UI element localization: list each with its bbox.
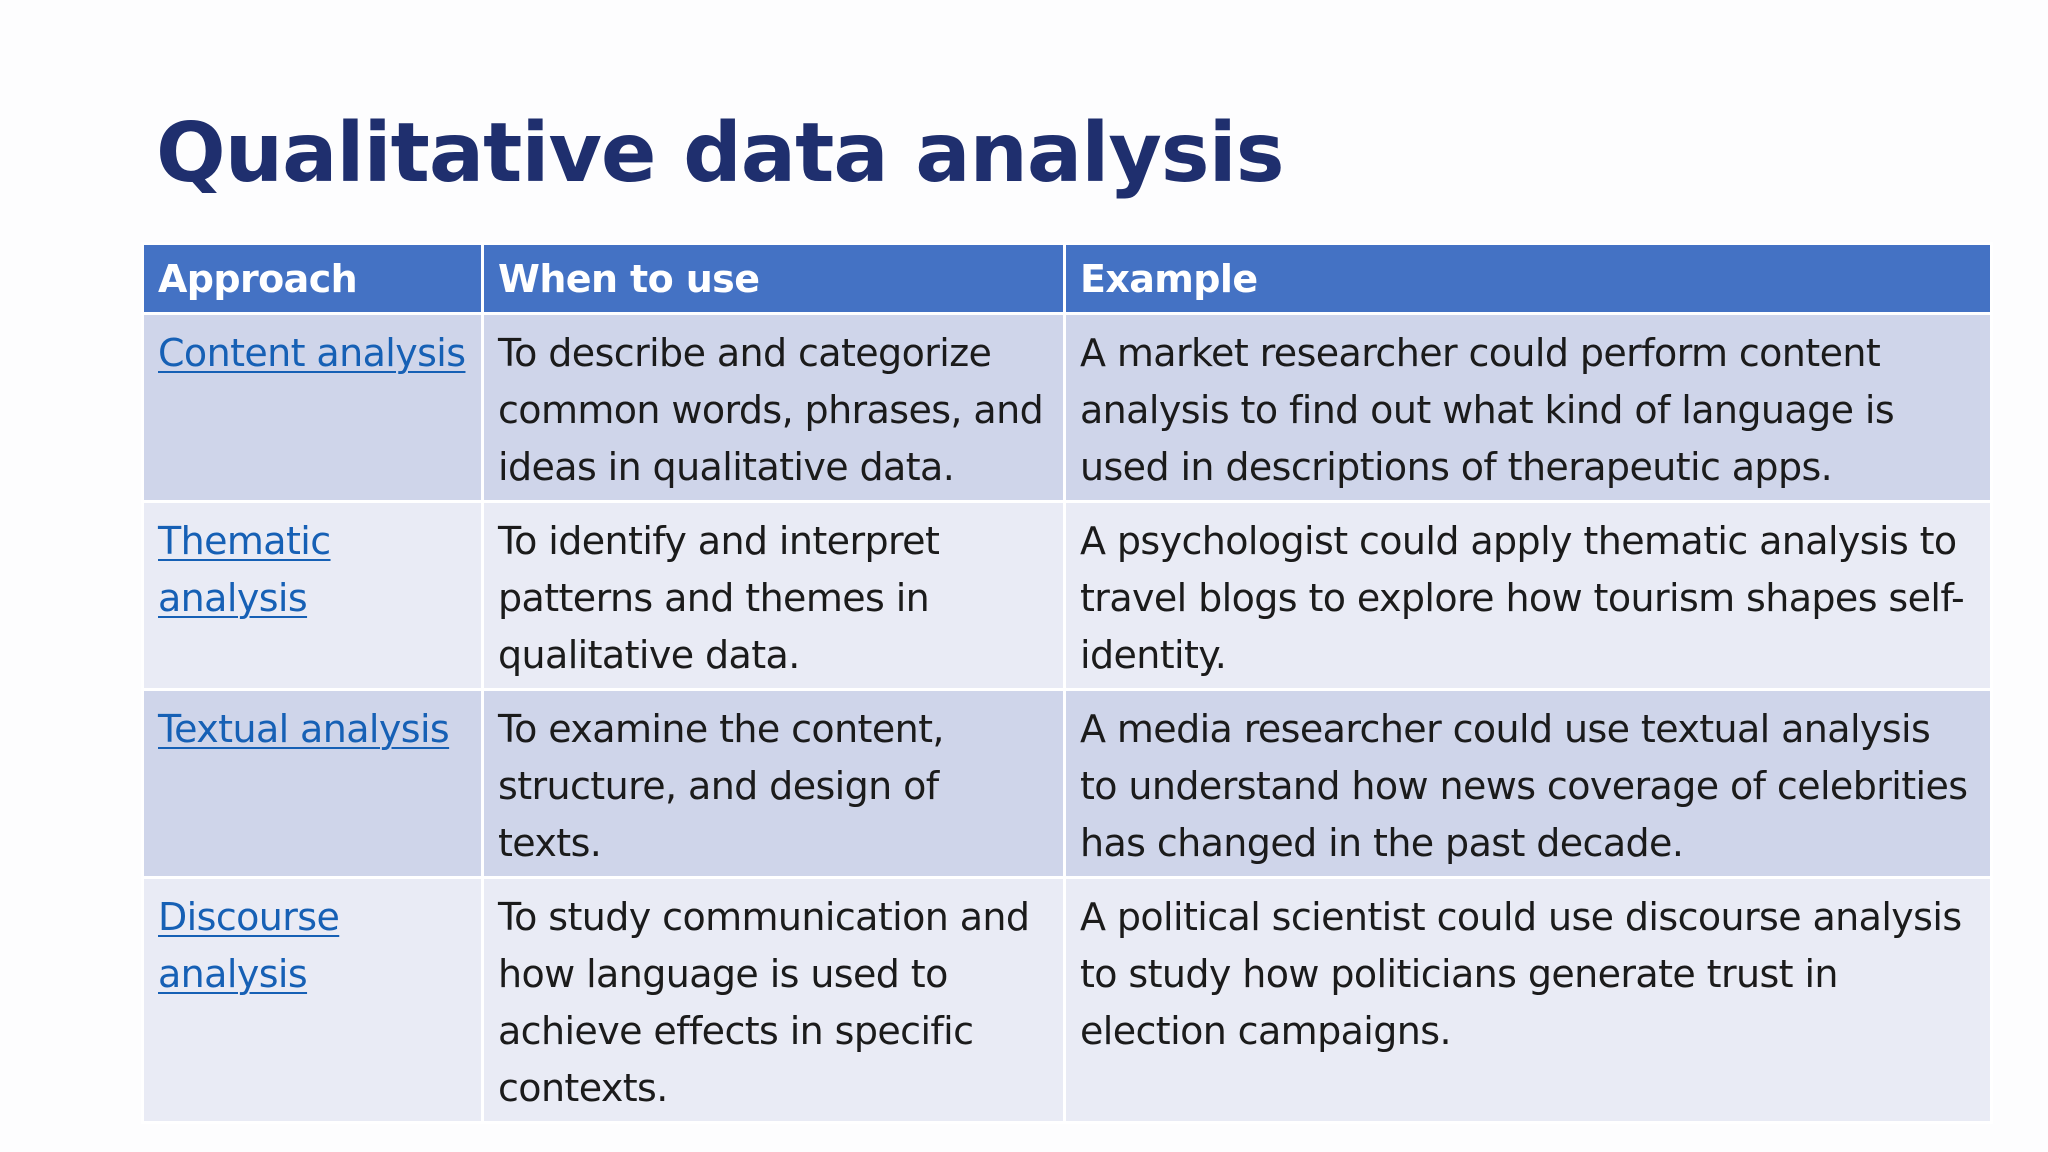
- when-cell: To examine the content, structure, and design of texts.: [483, 690, 1065, 878]
- textual-analysis-link[interactable]: Textual analysis: [158, 707, 450, 751]
- table-row: [143, 314, 1992, 502]
- approach-cell: [143, 314, 483, 502]
- content-analysis-link[interactable]: Content analysis: [158, 331, 466, 375]
- approach-cell: [143, 878, 483, 1123]
- analysis-table: [141, 242, 1993, 1124]
- approach-cell: [143, 502, 483, 690]
- table-row: [143, 502, 1992, 690]
- when-cell: To describe and categorize common words, phrases, and ideas in qualitative data.: [483, 314, 1065, 502]
- slide-title: Qualitative data analysis: [156, 106, 1284, 201]
- header-example: Example: [1065, 244, 1992, 314]
- thematic-analysis-link[interactable]: Thematic analysis: [158, 519, 331, 620]
- example-cell: A political scientist could use discourse analysis to study how politicians generate trust in election campaigns.: [1065, 878, 1992, 1123]
- table-header-row: [143, 244, 1992, 314]
- table-row: [143, 690, 1992, 878]
- approach-cell: [143, 690, 483, 878]
- example-cell: A media researcher could use textual analysis to understand how news coverage of celebrities has changed in the past decade.: [1065, 690, 1992, 878]
- table-row: [143, 878, 1992, 1123]
- when-cell: To identify and interpret patterns and themes in qualitative data.: [483, 502, 1065, 690]
- example-cell: A psychologist could apply thematic analysis to travel blogs to explore how tourism shapes self-identity.: [1065, 502, 1992, 690]
- header-approach: Approach: [143, 244, 483, 314]
- when-cell: To study communication and how language is used to achieve effects in specific contexts.: [483, 878, 1065, 1123]
- discourse-analysis-link[interactable]: Discourse analysis: [158, 895, 340, 996]
- example-cell: A market researcher could perform content analysis to find out what kind of language is used in descriptions of therapeutic apps.: [1065, 314, 1992, 502]
- header-when-to-use: When to use: [483, 244, 1065, 314]
